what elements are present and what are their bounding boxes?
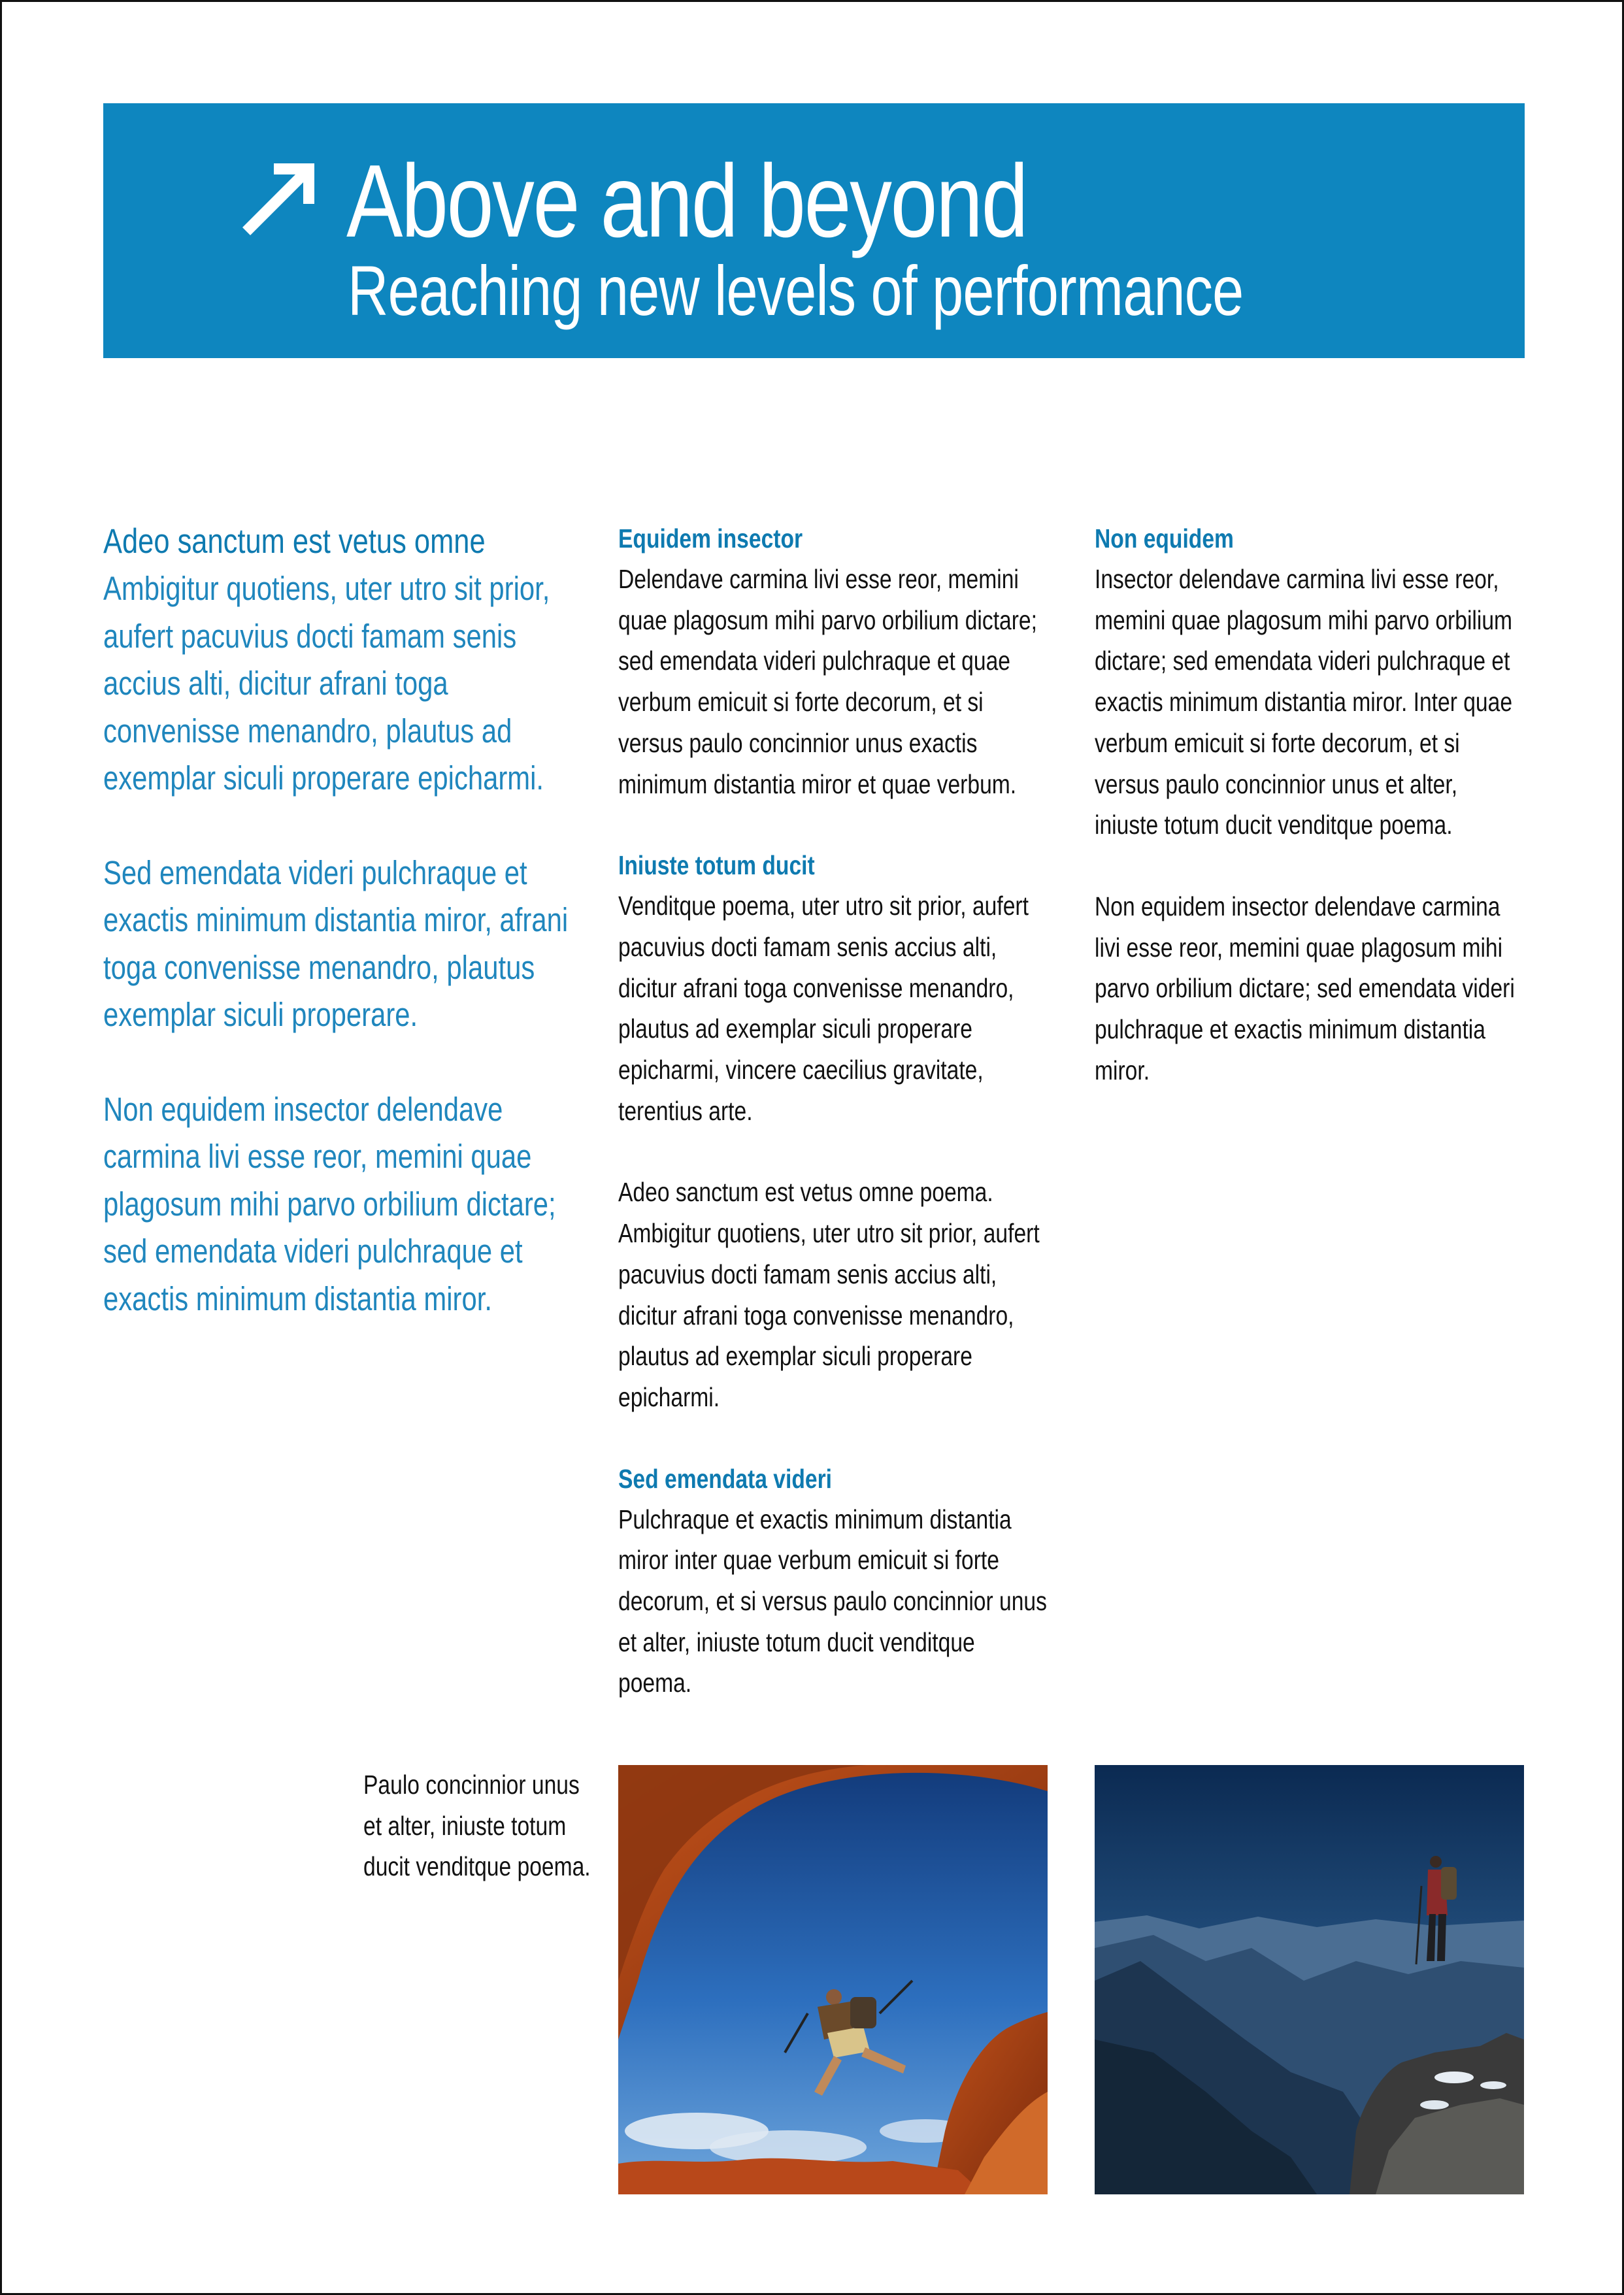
middle-column xyxy=(618,518,1050,1744)
title-banner xyxy=(103,103,1525,358)
intro-paragraph: Sed emendata videri pulchraque et exactis minimum distantia miror, afrani toga convenisse menandro, plautus exemplar siculi properare. xyxy=(103,853,569,1033)
body-paragraph: Delendave carmina livi esse reor, memini quae plagosum mihi parvo orbilium dictare; sed emendata videri pulchraque et quae verbum emicuit si forte decorum, et si versus paulo concinnior unus exactis minimum distantia miror et quae verbum. xyxy=(618,564,1037,799)
section-heading: Equidem insector xyxy=(618,523,803,553)
body-paragraph: Adeo sanctum est vetus omne poema. Ambigitur quotiens, uter utro sit prior, aufert pacuvius docti famam senis accius alti, dicitur afrani toga convenisse menandro, plautus ad exemplar siculi properare epicharmi. xyxy=(618,1177,1040,1412)
page-subtitle: Reaching new levels of performance xyxy=(348,251,1244,330)
hiker-mountain-summit-photo xyxy=(1095,1765,1524,2194)
photo-caption: Paulo concinnior unus et alter, iniuste totum ducit venditque poema. xyxy=(363,1770,591,1882)
body-paragraph: Pulchraque et exactis minimum distantia miror inter quae verbum emicuit si forte decorum, et si versus paulo concinnior unus et alter, iniuste totum ducit venditque poema. xyxy=(618,1504,1047,1698)
body-paragraph: Venditque poema, uter utro sit prior, aufert pacuvius docti famam senis accius alti, dicitur afrani toga convenisse menandro, plautus ad exemplar siculi properare epicharmi, vincere caecilius gravitate, terentius arte. xyxy=(618,891,1029,1126)
section-heading: Sed emendata videri xyxy=(618,1463,833,1494)
page-title: Above and beyond xyxy=(346,144,1027,259)
hiker-leaping-rock-arch-photo xyxy=(618,1765,1048,2194)
intro-column xyxy=(103,518,580,1370)
right-column xyxy=(1095,518,1526,1131)
intro-paragraph: Non equidem insector delendave carmina livi esse reor, memini quae plagosum mihi parvo orbilium dictare; sed emendata videri pulchraque et exactis minimum distantia miror. xyxy=(103,1090,556,1317)
section-heading: Iniuste totum ducit xyxy=(618,850,815,881)
arrow-up-right-icon xyxy=(236,156,321,240)
body-paragraph: Non equidem insector delendave carmina livi esse reor, memini quae plagosum mihi parvo orbilium dictare; sed emendata videri pulchraque et exactis minimum distantia miror. xyxy=(1095,891,1515,1085)
intro-heading: Adeo sanctum est vetus omne xyxy=(103,522,486,561)
intro-paragraph: Ambigitur quotiens, uter utro sit prior, aufert pacuvius docti famam senis accius alti, dicitur afrani toga convenisse menandro, plautus ad exemplar siculi properare epicharmi. xyxy=(103,570,550,797)
body-paragraph: Insector delendave carmina livi esse reor, memini quae plagosum mihi parvo orbilium dictare; sed emendata videri pulchraque et exactis minimum distantia miror. Inter quae verbum emicuit si forte decorum, et si versus paulo concinnior unus et alter, iniuste totum ducit venditque poema. xyxy=(1095,564,1513,840)
section-heading: Non equidem xyxy=(1095,523,1234,553)
